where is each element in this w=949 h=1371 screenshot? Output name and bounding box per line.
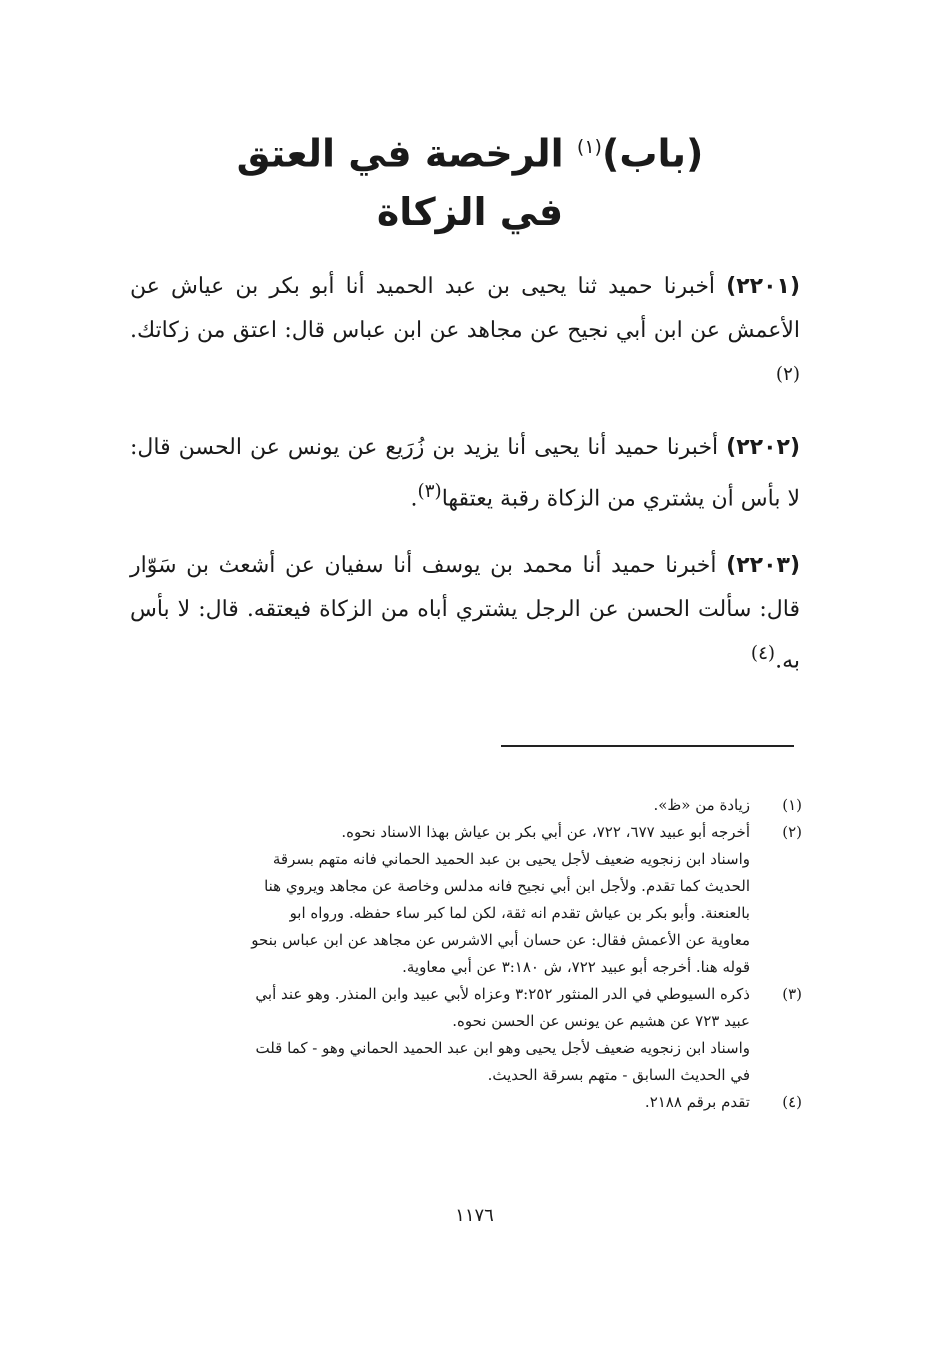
footnote — [130, 981, 802, 1089]
footnote-line: تقدم برقم ٢١٨٨. — [644, 1093, 750, 1111]
footnotes — [130, 792, 802, 1116]
hadith-entry — [130, 426, 800, 521]
footnote-body — [130, 981, 750, 1089]
hadith-number: (٢٢٠٢) — [726, 435, 800, 461]
footnote-body — [130, 792, 750, 819]
footnote-line: عبيد ٧٢٣ عن هشيم عن يونس عن الحسن نحوه. — [452, 1012, 750, 1030]
footnote-line: واسناد ابن زنجويه ضعيف لأجل يحيى بن عبد الحميد الحماني فانه متهم بسرقة — [272, 850, 750, 868]
hadith-entries — [130, 243, 800, 705]
footnote — [130, 819, 802, 981]
footnote — [130, 1089, 802, 1116]
footnote-ref: (١) — [576, 136, 602, 158]
footnote-line: الحديث كما تقدم. ولأجل ابن أبي نجيح فانه مدلس وخاصة عن مجاهد ويروي هنا — [264, 877, 750, 895]
footnote-line: معاوية عن الأعمش فقال: عن حسان أبي الاشرس عن مجاهد عن ابن عباس بنحو — [251, 931, 750, 949]
hadith-text-tail: . — [410, 486, 418, 512]
footnote-body — [130, 819, 750, 981]
footnote-number: (٢) — [782, 823, 802, 841]
footnote-line: زيادة من «ظ». — [653, 796, 750, 814]
hadith-entry — [130, 544, 800, 683]
chapter-title-prefix: (باب) — [601, 131, 704, 176]
footnote-line: واسناد ابن زنجويه ضعيف لأجل يحيى وهو ابن عبد الحميد الحماني وهو - كما قلت — [255, 1039, 750, 1057]
footnote-body — [130, 1089, 750, 1116]
footnote-line: قوله هنا. أخرجه أبو عبيد ٧٢٢، ش ٣:١٨٠ عن أبي معاوية. — [402, 958, 750, 976]
chapter-heading — [130, 118, 810, 241]
footnote-line: في الحديث السابق - متهم بسرقة الحديث. — [487, 1066, 750, 1084]
footnote-line: بالعنعنة. وأبو بكر بن عياش تقدم انه ثقة، لكن لما كبر ساء حفظه. ورواه ابو — [289, 904, 750, 922]
hadith-entry — [130, 265, 800, 404]
hadith-text: أخبرنا حميد ثنا يحيى بن عبد الحميد أنا أبو بكر بن عياش عن الأعمش عن ابن أبي نجيح عن مجاهد عن ابن عباس قال: اعتق من زكاتك. — [130, 274, 800, 343]
hadith-number: (٢٢٠١) — [726, 274, 800, 299]
footnote-separator — [501, 745, 794, 747]
hadith-number: (٢٢٠٣) — [726, 552, 800, 578]
hadith-text: أخبرنا حميد أنا يحيى أنا يزيد بن زُرَيع عن يونس عن الحسن قال: لا بأس أن يشتري من الزكاة رقبة يعتقها — [130, 435, 800, 512]
chapter-title-line-1 — [130, 118, 810, 183]
footnote — [130, 792, 802, 819]
page-number: ١١٧٦ — [455, 1205, 494, 1226]
chapter-title-line-2: في الزكاة — [376, 189, 564, 234]
footnote-ref: (٣) — [417, 481, 442, 503]
footnote-ref: (٢) — [775, 364, 800, 385]
footnote-line: ذكره السيوطي في الدر المنثور ٣:٢٥٢ وعزاه لأبي عبيد وابن المنذر. وهو عند أبي — [255, 985, 750, 1003]
footnote-ref: (٤) — [750, 642, 776, 664]
footnote-number: (١) — [782, 796, 802, 814]
hadith-text: أخبرنا حميد أنا محمد بن يوسف أنا سفيان عن أشعث بن سَوّار قال: سألت الحسن عن الرجل يشتري أباه من الزكاة فيعتقه. قال: لا بأس به. — [130, 552, 800, 673]
footnote-number: (٣) — [782, 985, 802, 1003]
footnote-line: أخرجه أبو عبيد ٦٧٧، ٧٢٢، عن أبي بكر بن عياش بهذا الاسناد نحوه. — [341, 823, 750, 841]
footnote-number: (٤) — [782, 1093, 802, 1111]
chapter-title-rest: الرخصة في العتق — [236, 131, 577, 176]
